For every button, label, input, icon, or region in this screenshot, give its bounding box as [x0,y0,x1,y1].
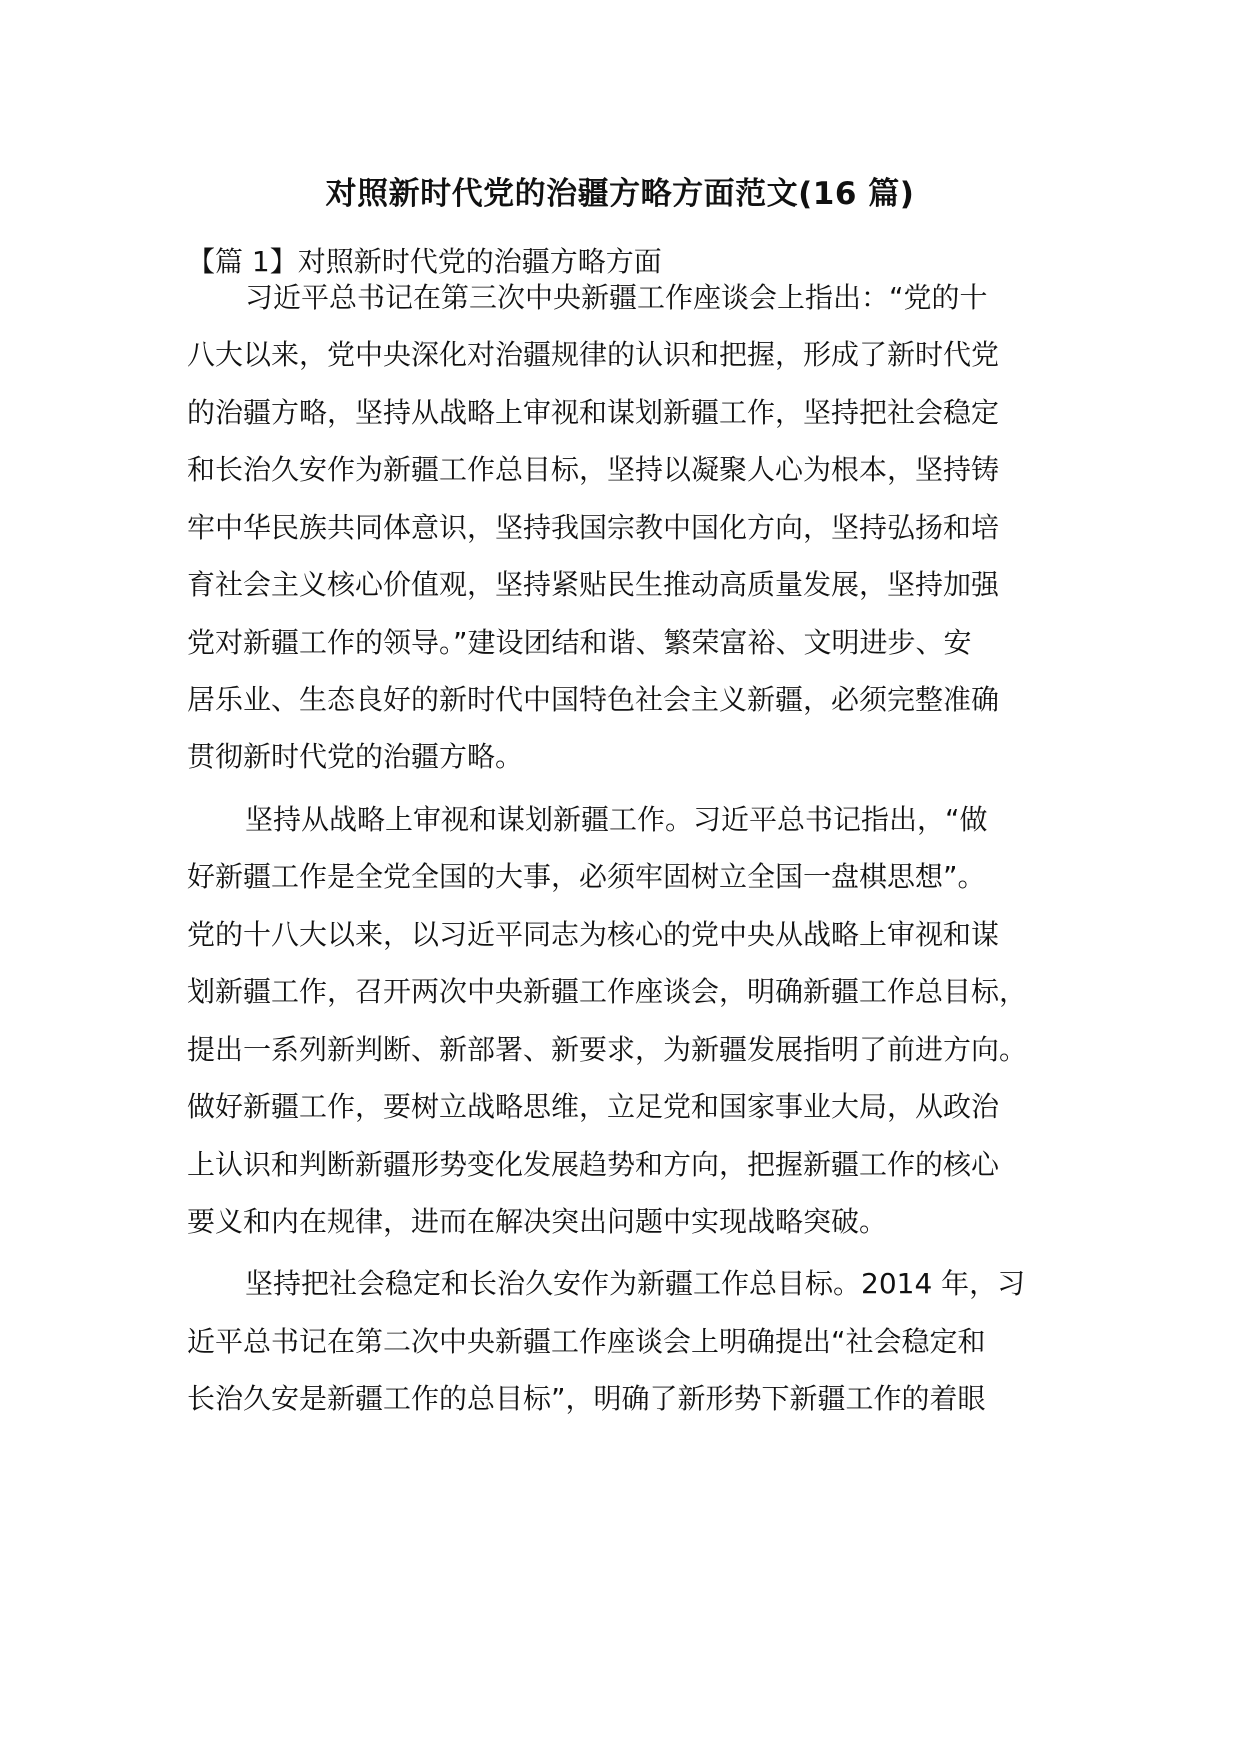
body-line: 要义和内在规律，进而在解决突出问题中实现战略突破。 [187,1205,888,1238]
body-line: 上认识和判断新疆形势变化发展趋势和方向，把握新疆工作的核心 [187,1148,1000,1181]
body-line: 好新疆工作是全党全国的大事，必须牢固树立全国一盘棋思想”。 [187,860,986,893]
document-title: 对照新时代党的治疆方略方面范文(16 篇) [325,176,915,212]
body-line: 党的十八大以来，以习近平同志为核心的党中央从战略上审视和谋 [187,918,1000,951]
body-line: 近平总书记在第二次中央新疆工作座谈会上明确提出“社会稳定和 [187,1325,986,1358]
body-line: 坚持从战略上审视和谋划新疆工作。习近平总书记指出，“做 [245,803,988,836]
body-line: 贯彻新时代党的治疆方略。 [187,740,524,773]
body-line: 居乐业、生态良好的新时代中国特色社会主义新疆，必须完整准确 [187,683,1000,716]
body-line: 育社会主义核心价值观，坚持紧贴民生推动高质量发展，坚持加强 [187,568,1000,601]
body-line: 牢中华民族共同体意识，坚持我国宗教中国化方向，坚持弘扬和培 [187,511,1000,544]
body-line: 党对新疆工作的领导。”建设团结和谐、繁荣富裕、文明进步、安 [187,626,972,659]
body-line: 的治疆方略，坚持从战略上审视和谋划新疆工作，坚持把社会稳定 [187,396,1000,429]
body-line: 八大以来，党中央深化对治疆规律的认识和把握，形成了新时代党 [187,338,1000,371]
body-line: 坚持把社会稳定和长治久安作为新疆工作总目标。2014 年，习 [245,1267,1026,1300]
body-line: 长治久安是新疆工作的总目标”，明确了新形势下新疆工作的着眼 [187,1382,986,1415]
body-line: 和长治久安作为新疆工作总目标，坚持以凝聚人心为根本，坚持铸 [187,453,1000,486]
body-line: 提出一系列新判断、新部署、新要求，为新疆发展指明了前进方向。 [187,1033,1028,1066]
section-heading: 【篇 1】对照新时代党的治疆方略方面 [187,245,662,278]
body-line: 习近平总书记在第三次中央新疆工作座谈会上指出：“党的十 [245,281,988,314]
body-line: 做好新疆工作，要树立战略思维，立足党和国家事业大局，从政治 [187,1090,1000,1123]
body-line: 划新疆工作，召开两次中央新疆工作座谈会，明确新疆工作总目标， [187,975,1028,1008]
